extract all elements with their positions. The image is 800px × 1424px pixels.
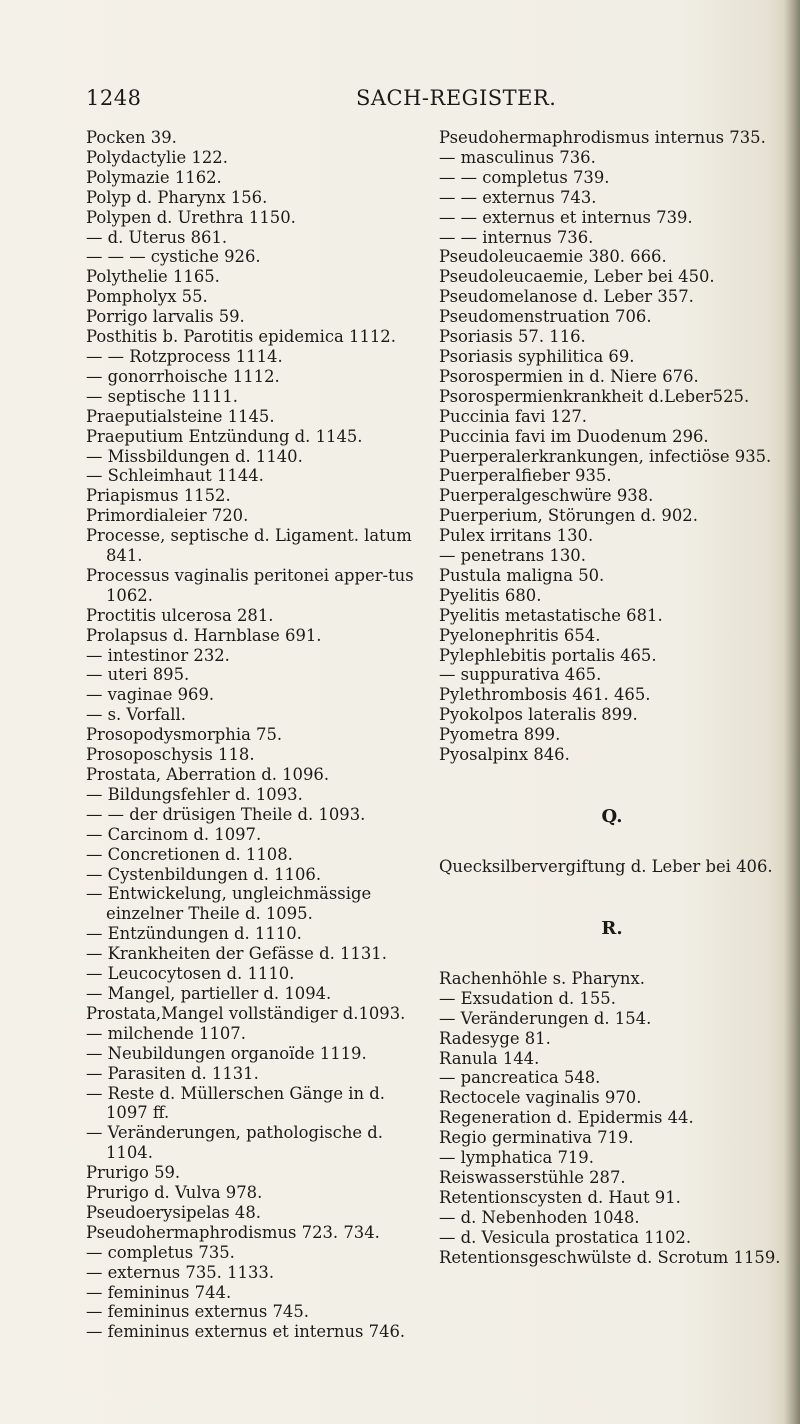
- index-entry: — Entwickelung, ungleichmässige einzelner Theile d. 1095.: [86, 884, 372, 924]
- index-entry: — femininus 744.: [86, 1282, 232, 1302]
- page-binding-edge: [784, 0, 800, 1424]
- index-entry: — Parasiten d. 1131.: [86, 1063, 259, 1083]
- index-entry: Praeputium Entzündung d. 1145.: [86, 426, 363, 446]
- index-entry: — d. Vesicula prostatica 1102.: [439, 1227, 692, 1247]
- index-entry: — milchende 1107.: [86, 1023, 246, 1043]
- index-entry: Pocken 39.: [86, 128, 177, 147]
- index-entry: — completus 735.: [86, 1242, 235, 1262]
- index-entry: Pylephlebitis portalis 465.: [439, 645, 657, 665]
- index-entry: Pyelonephritis 654.: [439, 625, 601, 645]
- index-entry: Rachenhöhle s. Pharynx.: [439, 968, 645, 988]
- index-entry: Regeneration d. Epidermis 44.: [439, 1108, 694, 1128]
- index-entry: Pseudomenstruation 706.: [439, 307, 652, 327]
- index-entry: — Veränderungen, pathologische d. 1104.: [86, 1123, 383, 1163]
- index-entry: Puccinia favi im Duodenum 296.: [439, 426, 709, 446]
- index-entry: Pylethrombosis 461. 465.: [439, 685, 651, 705]
- index-entry: — intestinor 232.: [86, 645, 230, 665]
- index-entry: Pustula maligna 50.: [439, 565, 605, 585]
- index-entry: Psoriasis syphilitica 69.: [439, 346, 635, 366]
- index-entry: Pseudoerysipelas 48.: [86, 1202, 261, 1222]
- index-entry: — — externus 743.: [439, 187, 597, 207]
- index-entry: — gonorrhoische 1112.: [86, 366, 280, 386]
- index-entry: — lymphatica 719.: [439, 1148, 594, 1168]
- index-entry: Prostata, Aberration d. 1096.: [86, 765, 330, 784]
- index-entry: Puerperalfieber 935.: [439, 466, 612, 486]
- index-entry: — externus 735. 1133.: [86, 1262, 275, 1282]
- index-entry: Regio germinativa 719.: [439, 1128, 634, 1148]
- index-entry: Posthitis b. Parotitis epidemica 1112.: [86, 327, 396, 347]
- index-entry: — Bildungsfehler d. 1093.: [86, 784, 303, 804]
- index-entry: — Veränderungen d. 154.: [439, 1008, 652, 1028]
- index-entry: Pyosalpinx 846.: [439, 745, 570, 765]
- index-entry: Pyelitis 680.: [439, 585, 542, 605]
- index-entry: — — externus et internus 739.: [439, 207, 693, 227]
- index-entry: — — internus 736.: [439, 227, 594, 247]
- index-entry: Pseudoleucaemie, Leber bei 450.: [439, 267, 715, 287]
- index-entry: — uteri 895.: [86, 665, 190, 685]
- index-entry: — — — cystiche 926.: [86, 247, 261, 267]
- index-entry: Pyometra 899.: [439, 725, 561, 745]
- index-entry: Prolapsus d. Harnblase 691.: [86, 625, 322, 645]
- page-header: [0, 86, 800, 116]
- index-entry: Pyelitis metastatische 681.: [439, 605, 663, 625]
- index-entry: Polypen d. Urethra 1150.: [86, 207, 296, 227]
- index-section-q: [439, 857, 785, 877]
- index-entry: — femininus externus 745.: [86, 1302, 309, 1322]
- index-entry: — pancreatica 548.: [439, 1068, 601, 1088]
- index-entry: Retentionscysten d. Haut 91.: [439, 1187, 681, 1207]
- index-entry: Pulex irritans 130.: [439, 526, 594, 546]
- index-entry: Processe, septische d. Ligament. latum 841.: [86, 526, 412, 566]
- index-entry: Pseudoleucaemie 380. 666.: [439, 247, 667, 267]
- index-entry: — Mangel, partieller d. 1094.: [86, 983, 332, 1003]
- index-entry: — masculinus 736.: [439, 147, 596, 167]
- index-entry: Pseudomelanose d. Leber 357.: [439, 287, 694, 307]
- index-entry: — — Rotzprocess 1114.: [86, 346, 283, 366]
- index-entry: Primordialeier 720.: [86, 506, 249, 526]
- index-entry: Puerperalerkrankungen, infectiöse 935.: [439, 446, 772, 466]
- index-column-right: [439, 128, 785, 1268]
- page-number: 1248: [86, 86, 142, 110]
- index-column-left: [86, 128, 426, 1342]
- index-entry: — Cystenbildungen d. 1106.: [86, 864, 322, 884]
- index-entry: Psoriasis 57. 116.: [439, 327, 586, 347]
- index-entry: — Concretionen d. 1108.: [86, 844, 293, 864]
- index-entry: Psorospermienkrankheit d.Leber525.: [439, 386, 750, 406]
- letter-heading-r: R.: [601, 917, 623, 939]
- index-entry: Pseudohermaphrodismus internus 735.: [439, 128, 766, 147]
- index-entry: Polymazie 1162.: [86, 167, 222, 187]
- index-entry: Ranula 144.: [439, 1048, 540, 1068]
- index-entry: — — der drüsigen Theile d. 1093.: [86, 804, 366, 824]
- index-entry: — femininus externus et internus 746.: [86, 1322, 406, 1342]
- index-entry: Processus vaginalis peritonei apper-tus 1062.: [86, 565, 414, 605]
- index-entry: Pseudohermaphrodismus 723. 734.: [86, 1222, 380, 1242]
- index-entry: Puccinia favi 127.: [439, 406, 588, 426]
- index-entry: Pompholyx 55.: [86, 287, 208, 307]
- index-entry: — suppurativa 465.: [439, 665, 602, 685]
- index-entry: Psorospermien in d. Niere 676.: [439, 366, 699, 386]
- running-title: SACH-REGISTER.: [356, 86, 557, 110]
- letter-heading-q: Q.: [601, 806, 623, 827]
- index-entry: — d. Uterus 861.: [86, 227, 228, 247]
- index-entry: — Missbildungen d. 1140.: [86, 446, 303, 466]
- index-section-p-continued: [439, 128, 785, 765]
- index-entry: Polyp d. Pharynx 156.: [86, 187, 268, 207]
- index-section-r: [439, 969, 785, 1268]
- index-entry: Puerperium, Störungen d. 902.: [439, 506, 698, 526]
- index-entry: Retentionsgeschwülste d. Scrotum 1159.: [439, 1247, 781, 1267]
- index-entry: — septische 1111.: [86, 386, 239, 406]
- index-entry: Puerperalgeschwüre 938.: [439, 486, 654, 506]
- index-entry: Prurigo d. Vulva 978.: [86, 1183, 263, 1203]
- index-entry: — vaginae 969.: [86, 685, 215, 705]
- index-entry: — Schleimhaut 1144.: [86, 466, 264, 486]
- index-entry: Quecksilbervergiftung d. Leber bei 406.: [439, 857, 773, 876]
- index-entry: — Entzündungen d. 1110.: [86, 924, 302, 944]
- index-entry: — Krankheiten der Gefässe d. 1131.: [86, 944, 387, 964]
- index-entry: Rectocele vaginalis 970.: [439, 1088, 642, 1108]
- index-entry: — Reste d. Müllerschen Gänge in d. 1097 ff.: [86, 1083, 385, 1123]
- index-entry: Radesyge 81.: [439, 1028, 551, 1048]
- index-entry: Polythelie 1165.: [86, 267, 220, 287]
- index-entry: Praeputialsteine 1145.: [86, 406, 275, 426]
- index-entry: — penetrans 130.: [439, 546, 586, 566]
- index-entry: — d. Nebenhoden 1048.: [439, 1207, 640, 1227]
- index-entry: Pyokolpos lateralis 899.: [439, 705, 638, 725]
- index-entry: Priapismus 1152.: [86, 486, 231, 506]
- index-entry: Proctitis ulcerosa 281.: [86, 605, 274, 625]
- index-entry: — — completus 739.: [439, 167, 610, 187]
- index-entry: Porrigo larvalis 59.: [86, 307, 245, 327]
- index-entry: Prosopodysmorphia 75.: [86, 725, 283, 745]
- index-entry: — s. Vorfall.: [86, 705, 186, 725]
- index-entry: Polydactylie 122.: [86, 147, 228, 167]
- index-entry: Prosoposchysis 118.: [86, 745, 255, 765]
- index-entry: Reiswasserstühle 287.: [439, 1167, 626, 1187]
- index-entry: Prurigo 59.: [86, 1163, 181, 1183]
- index-entry: Prostata,Mangel vollständiger d.1093.: [86, 1003, 406, 1023]
- index-entry: — Neubildungen organoïde 1119.: [86, 1043, 367, 1063]
- index-entry: — Exsudation d. 155.: [439, 988, 616, 1008]
- index-entry: — Leucocytosen d. 1110.: [86, 964, 295, 984]
- index-entry: — Carcinom d. 1097.: [86, 824, 262, 844]
